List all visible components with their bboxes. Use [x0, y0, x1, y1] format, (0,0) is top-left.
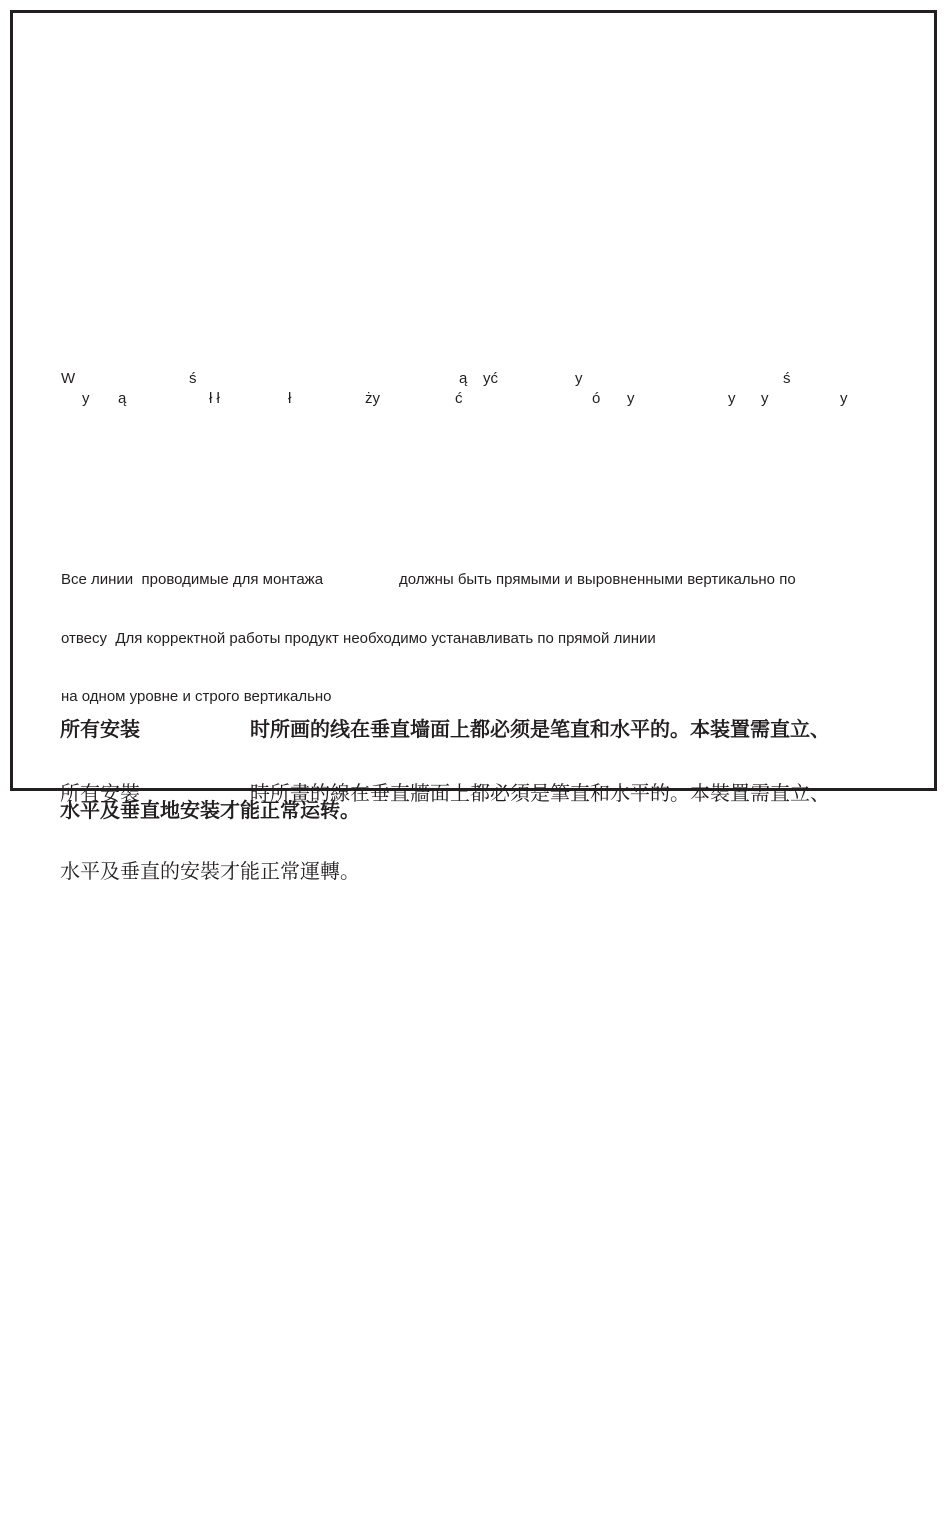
polish-glyph: ży: [365, 390, 380, 407]
chinese-simplified-line-1-end: 时所画的线在垂直墙面上都必须是笔直和水平的。本装置需直立、: [250, 717, 830, 741]
polish-glyph: y: [82, 390, 90, 407]
polish-glyph: ł ł: [209, 390, 220, 407]
polish-glyph: yć: [483, 370, 498, 387]
polish-glyph: ś: [189, 370, 197, 387]
chinese-traditional-paragraph: [60, 728, 830, 910]
russian-line-1-start: Все линии проводимые для монтажа: [61, 571, 324, 588]
chinese-traditional-line-1: [60, 780, 830, 806]
polish-glyph: y: [627, 390, 635, 407]
polish-glyph: ó: [592, 390, 601, 407]
chinese-traditional-line-1-start: 所有安裝: [60, 781, 140, 805]
polish-glyph: ą: [459, 370, 468, 387]
chinese-traditional-line-2: 水平及垂直的安裝才能正常運轉。: [60, 859, 360, 883]
chinese-traditional-line-1-end: 時所畫的線在垂直牆面上都必須是筆直和水平的。本裝置需直立、: [250, 781, 830, 805]
russian-line-3: на одном уровне и строго вертикально: [61, 688, 332, 705]
polish-glyph: ś: [783, 370, 791, 387]
polish-glyph: W: [61, 370, 76, 387]
chinese-simplified-line-1-start: 所有安装: [60, 717, 140, 741]
polish-glyph: y: [840, 390, 848, 407]
polish-glyph: ł: [288, 390, 292, 407]
russian-line-1: [61, 570, 796, 590]
polish-glyph: y: [728, 390, 736, 407]
polish-glyph: y: [575, 370, 583, 387]
polish-glyph: ć: [455, 390, 463, 407]
polish-glyph: y: [761, 390, 769, 407]
russian-line-2: отвесу Для корректной работы продукт необходимо устанавливать по прямой линии: [61, 629, 656, 647]
chinese-simplified-line-2: 水平及垂直地安装才能正常运转。: [60, 798, 360, 822]
russian-line-1-end: должны быть прямыми и выровненными вертикально по: [399, 571, 796, 588]
polish-glyph: ą: [118, 390, 127, 407]
